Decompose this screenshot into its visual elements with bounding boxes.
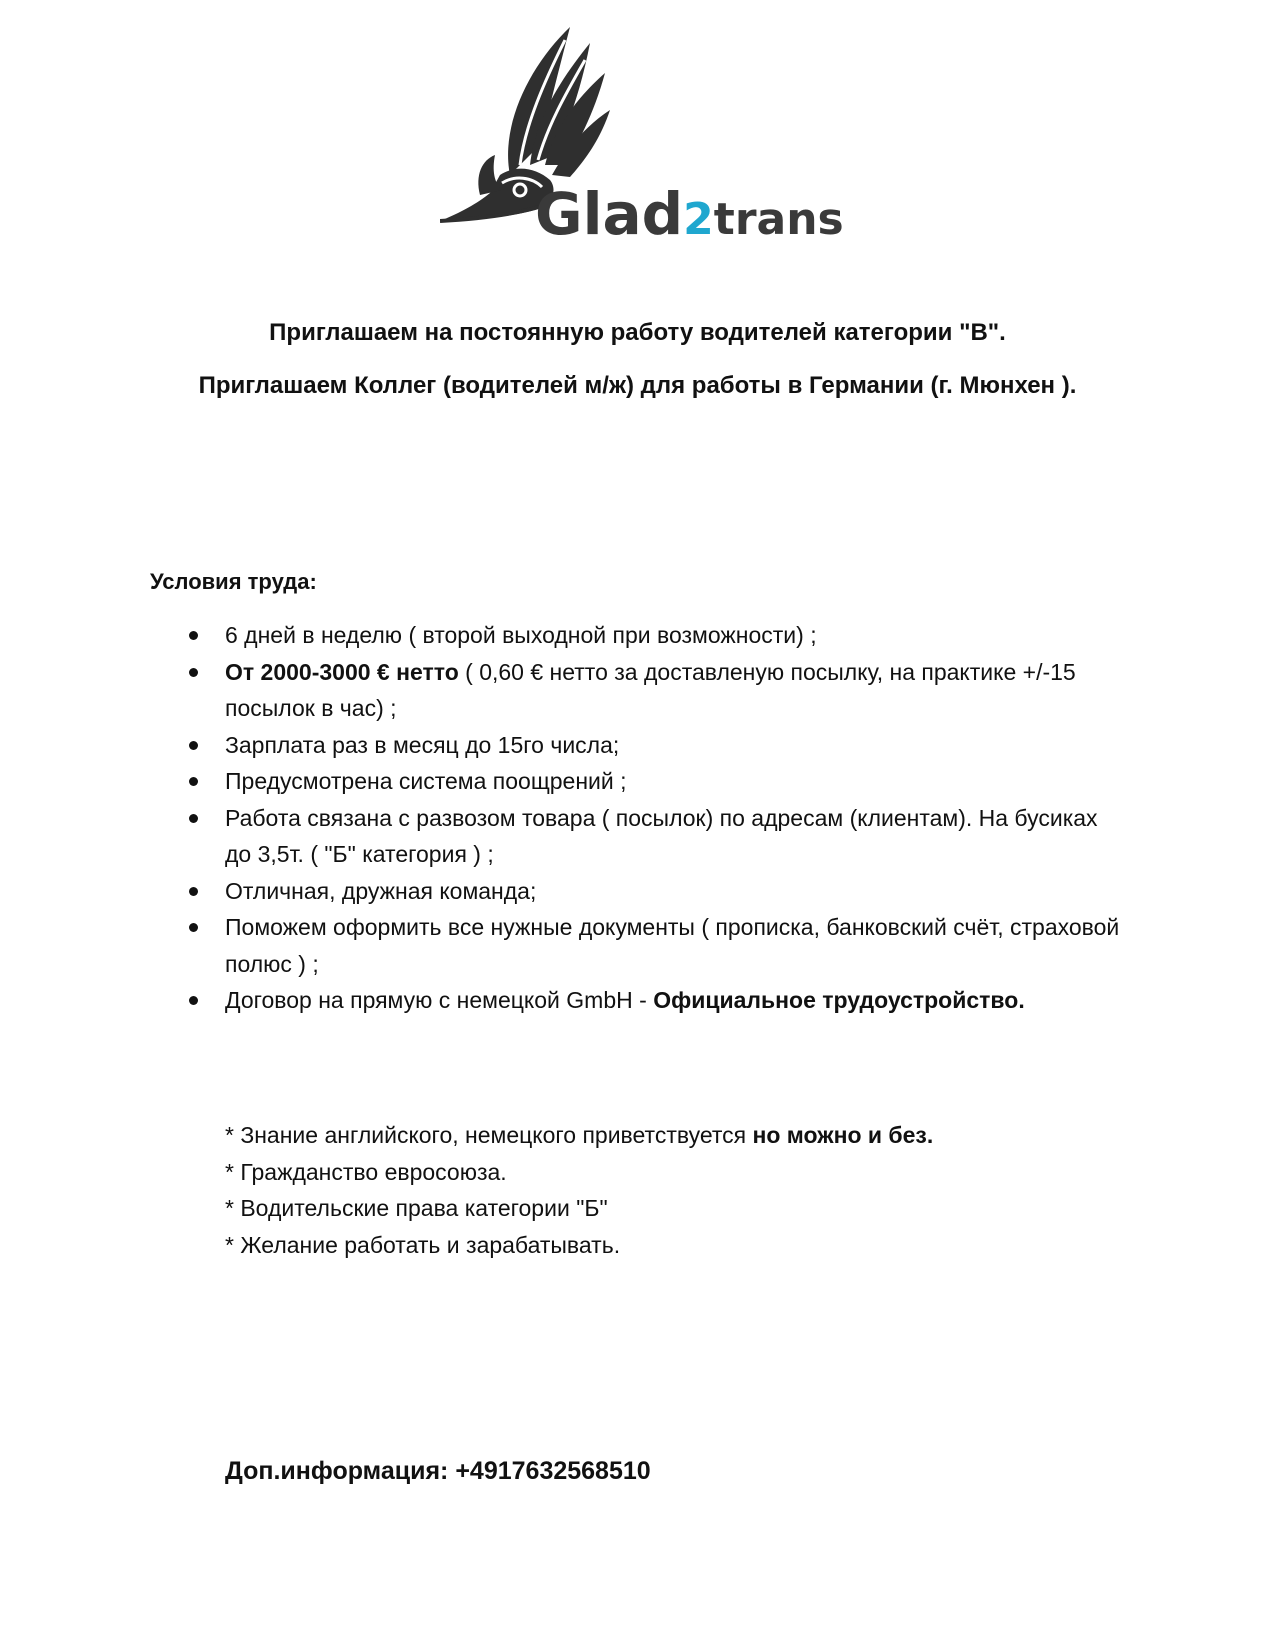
requirement-item: * Желание работать и зарабатывать. [225, 1231, 621, 1258]
contact-info: Доп.информация: +4917632568510 [225, 1457, 651, 1485]
brand-name-part: Glad [535, 180, 684, 248]
list-item: Работа связана с развозом товара ( посылок) по адресам (клиентам). На бусиках до 3,5т. ( "Б" категория ) ; [150, 800, 1120, 873]
list-item: От 2000-3000 € нетто ( 0,60 € нетто за доставленую посылку, на практике +/-15 посылок в час) ; [150, 654, 1120, 727]
list-item: Договор на прямую с немецкой GmbH - Официальное трудоустройство. [150, 982, 1120, 1019]
official-employment-highlight: Официальное трудоустройство. [653, 987, 1025, 1013]
list-item: Зарплата раз в месяц до 15го числа; [150, 727, 1120, 764]
company-logo [440, 25, 844, 255]
conditions-title: Условия труда: [150, 569, 317, 594]
brand-wordmark [535, 180, 844, 248]
requirement-item: * Гражданство евросоюза. [225, 1158, 507, 1185]
list-item: Поможем оформить все нужные документы ( прописка, банковский счёт, страховой полюс ) ; [150, 909, 1120, 982]
requirement-item: * Водительские права категории "Б" [225, 1195, 608, 1221]
salary-highlight: От 2000-3000 € нетто [225, 658, 459, 685]
list-item: Отличная, дружная команда; [150, 873, 1120, 910]
requirement-item: * Знание английского, немецкого приветствуется но можно и без. [225, 1122, 934, 1148]
brand-name-part: trans [713, 194, 844, 245]
conditions-list [150, 617, 1120, 1019]
requirements-list [225, 1117, 1125, 1263]
brand-accent-digit: 2 [683, 194, 714, 245]
list-item: 6 дней в неделю ( второй выходной при возможности) ; [150, 617, 1120, 654]
heading-location: Приглашаем Коллег (водителей м/ж) для работы в Германии (г. Мюнхен ). [198, 372, 1077, 399]
heading-invitation: Приглашаем на постоянную работу водителей категории "В". [269, 319, 1006, 346]
list-item: Предусмотрена система поощрений ; [150, 763, 1120, 800]
